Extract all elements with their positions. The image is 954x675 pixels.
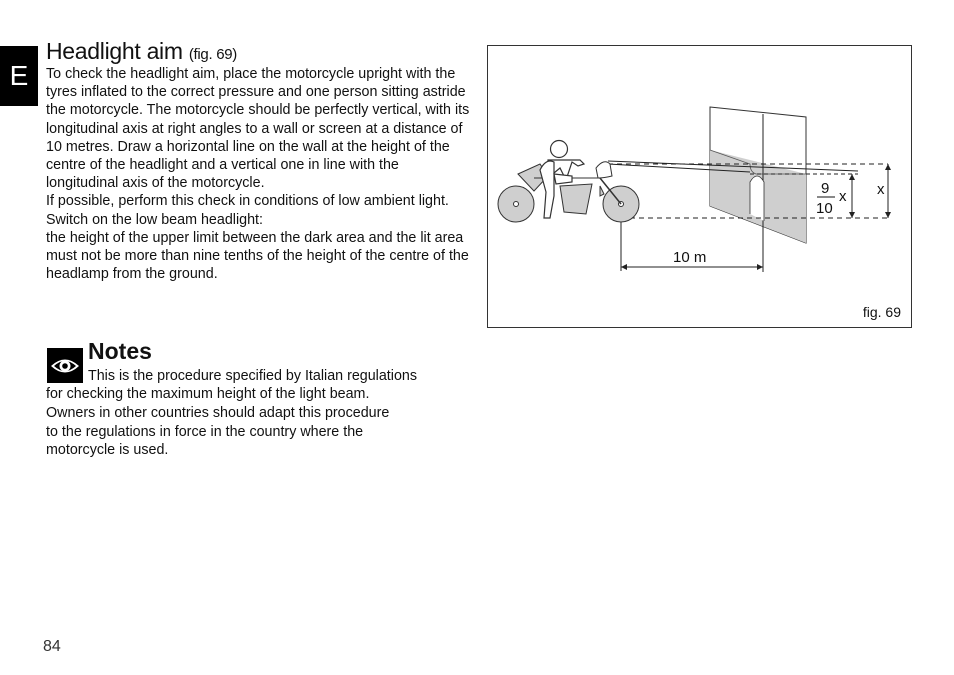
paragraph-ambient-light: If possible, perform this check in conditions of low ambient light. <box>46 193 449 210</box>
section-title <box>46 38 237 65</box>
figure-headlight-aim <box>487 45 912 328</box>
figure-reference: (fig. 69) <box>188 46 237 63</box>
notes-body <box>46 367 466 459</box>
beam-arch <box>750 176 764 221</box>
language-letter: E <box>9 60 29 91</box>
language-tab <box>0 46 38 106</box>
notes-line-4: to the regulations in force in the country where the <box>46 423 364 440</box>
notes-line-1: This is the procedure specified by Italian regulations <box>88 368 418 384</box>
notes-line-2: for checking the maximum height of the light beam. <box>46 386 370 403</box>
paragraph-limit: the height of the upper limit between the dark area and the lit area must not be more than nine tenths of the height of the centre of the headlamp from the ground. <box>46 229 469 283</box>
paragraph-switch-on: Switch on the low beam headlight: <box>46 211 263 228</box>
fraction-numerator: 9 <box>821 180 830 197</box>
instructions-body <box>46 65 470 283</box>
page-number: 84 <box>43 638 61 655</box>
notes-title: Notes <box>88 338 152 364</box>
headlight-aim-diagram <box>488 46 913 329</box>
figure-caption: fig. 69 <box>862 304 901 320</box>
distance-label: 10 m <box>673 249 707 266</box>
paragraph-procedure: To check the headlight aim, place the motorcycle upright with the tyres inflated to the correct pressure and one person sitting astride the motorcycle. The motorcycle should be perfectly vertical, with its longitudinal axis at right angles to a wall or screen at a distance of 10 metres. Draw a horizontal line on the wall at the height of the centre of the headlight and a vertical one in line with the longitudinal axis of the motorcycle. <box>46 66 470 192</box>
height-x-label: x <box>877 181 885 198</box>
notes-line-3: Owners in other countries should adapt this procedure <box>46 405 390 422</box>
fraction-x-label: x <box>839 188 847 205</box>
fraction-denominator: 10 <box>816 200 833 217</box>
section-title-text: Headlight aim <box>46 38 183 64</box>
notes-line-5: motorcycle is used. <box>46 441 169 458</box>
